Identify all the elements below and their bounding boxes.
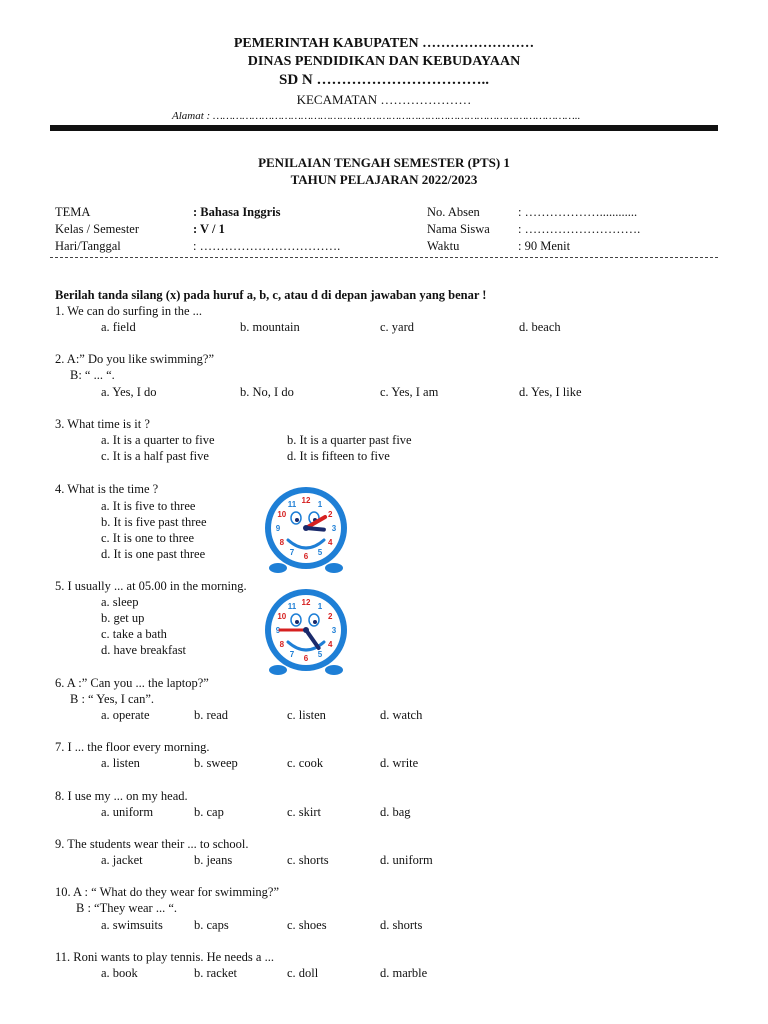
question-5: 5. I usually ... at 05.00 in the morning. [55, 579, 247, 593]
q11-option-b[interactable]: b. racket [194, 966, 238, 980]
question-10-reply: B : “They wear ... “. [76, 901, 178, 915]
q6-option-d[interactable]: d. watch [380, 708, 423, 722]
clock-number: 6 [303, 552, 309, 561]
clock-foot-icon [325, 665, 343, 675]
info-kelas-value: : V / 1 [193, 222, 225, 236]
q10-option-c[interactable]: c. shoes [287, 918, 327, 932]
q3-option-b[interactable]: b. It is a quarter past five [287, 433, 412, 447]
clock-number: 2 [327, 510, 333, 519]
q3-option-d[interactable]: d. It is fifteen to five [287, 449, 390, 463]
clock-number: 9 [275, 524, 281, 533]
info-kelas-label: Kelas / Semester [55, 222, 140, 236]
clock-number: 10 [277, 510, 287, 519]
q7-option-a[interactable]: a. listen [101, 756, 140, 770]
q10-option-b[interactable]: b. caps [194, 918, 229, 932]
question-6-reply: B : “ Yes, I can”. [70, 692, 155, 706]
q2-option-c[interactable]: c. Yes, I am [380, 385, 439, 399]
clock-pupil-icon [295, 518, 299, 522]
clock-pupil-icon [295, 620, 299, 624]
clock-number: 1 [317, 499, 323, 509]
clock-illustration-1 [258, 484, 354, 574]
q4-option-c[interactable]: c. It is one to three [101, 531, 195, 545]
question-8: 8. I use my ... on my head. [55, 789, 188, 803]
clock-number: 8 [279, 538, 285, 547]
info-waktu-label: Waktu [427, 239, 460, 253]
clock-number: 3 [331, 626, 337, 635]
info-waktu-value: : 90 Menit [518, 239, 571, 253]
info-tema-value: : Bahasa Inggris [193, 205, 281, 219]
clock-eye-icon [309, 614, 319, 626]
clock-number: 1 [317, 601, 323, 611]
q2-option-a[interactable]: a. Yes, I do [101, 385, 157, 399]
question-9: 9. The students wear their ... to school. [55, 837, 249, 851]
clock-number: 4 [327, 538, 333, 547]
clock-foot-icon [325, 563, 343, 573]
question-2-reply: B: “ ... “. [70, 368, 115, 382]
q7-option-d[interactable]: d. write [380, 756, 419, 770]
q6-option-b[interactable]: b. read [194, 708, 229, 722]
q1-option-b[interactable]: b. mountain [240, 320, 300, 334]
q5-option-b[interactable]: b. get up [101, 611, 145, 625]
clock-number: 11 [287, 499, 297, 509]
q4-option-a[interactable]: a. It is five to three [101, 499, 196, 513]
clock-pupil-icon [313, 620, 317, 624]
info-divider [50, 257, 718, 258]
clock-number: 11 [287, 601, 297, 611]
header-government: PEMERINTAH KABUPATEN …………………… [233, 36, 535, 51]
clock-center [303, 627, 309, 633]
q4-option-d[interactable]: d. It is one past three [101, 547, 206, 561]
clock-eye-icon [291, 512, 301, 524]
header-department: DINAS PENDIDIKAN DAN KEBUDAYAAN [247, 54, 521, 69]
q8-option-a[interactable]: a. uniform [101, 805, 154, 819]
question-6: 6. A :” Can you ... the laptop?” [55, 676, 209, 690]
q3-option-a[interactable]: a. It is a quarter to five [101, 433, 215, 447]
q8-option-d[interactable]: d. bag [380, 805, 411, 819]
clock-number: 5 [317, 650, 323, 660]
header-school: SD N …………………………….. [278, 72, 489, 88]
q1-option-c[interactable]: c. yard [380, 320, 415, 334]
info-hari-label: Hari/Tanggal [55, 239, 121, 253]
header-address: Alamat : ………………………………………………………………………………………………….. [172, 110, 581, 122]
question-1: 1. We can do surfing in the ... [55, 304, 202, 318]
question-7: 7. I ... the floor every morning. [55, 740, 210, 754]
clock-number: 10 [277, 612, 287, 621]
q2-option-d[interactable]: d. Yes, I like [519, 385, 582, 399]
question-3: 3. What time is it ? [55, 417, 150, 431]
q10-option-d[interactable]: d. shorts [380, 918, 423, 932]
q11-option-d[interactable]: d. marble [380, 966, 428, 980]
question-10: 10. A : “ What do they wear for swimming?” [55, 885, 280, 899]
header-district: KECAMATAN ………………… [296, 92, 472, 107]
q3-option-c[interactable]: c. It is a half past five [101, 449, 209, 463]
q7-option-b[interactable]: b. sweep [194, 756, 238, 770]
q2-option-b[interactable]: b. No, I do [240, 385, 294, 399]
q9-option-b[interactable]: b. jeans [194, 853, 233, 867]
info-absen-label: No. Absen [427, 205, 480, 219]
clock-number: 12 [301, 496, 311, 505]
q6-option-c[interactable]: c. listen [287, 708, 326, 722]
clock-illustration-2 [258, 586, 354, 676]
info-tema-label: TEMA [55, 205, 91, 219]
q8-option-b[interactable]: b. cap [194, 805, 224, 819]
question-11: 11. Roni wants to play tennis. He needs a ... [55, 950, 274, 964]
info-nama-value: : ………………………. [518, 222, 641, 236]
clock-number: 12 [301, 598, 311, 607]
clock-number: 8 [279, 640, 285, 649]
q1-option-a[interactable]: a. field [101, 320, 136, 334]
clock-number: 5 [317, 548, 323, 558]
info-absen-value: : ………………............ [518, 205, 638, 219]
instruction: Berilah tanda silang (x) pada huruf a, b, c, atau d di depan jawaban yang benar ! [55, 288, 487, 302]
clock-foot-icon [269, 563, 287, 573]
q9-option-a[interactable]: a. jacket [101, 853, 143, 867]
clock-number: 6 [303, 654, 309, 663]
q11-option-a[interactable]: a. book [101, 966, 138, 980]
clock-center [303, 525, 309, 531]
info-nama-label: Nama Siswa [427, 222, 490, 236]
q9-option-d[interactable]: d. uniform [380, 853, 433, 867]
info-hari-value: : ……………………………. [193, 239, 341, 253]
clock-number: 9 [275, 626, 281, 635]
q5-option-c[interactable]: c. take a bath [101, 627, 167, 641]
exam-title: PENILAIAN TENGAH SEMESTER (PTS) 1 [258, 155, 510, 170]
clock-number: 7 [289, 548, 295, 558]
clock-number: 7 [289, 650, 295, 660]
question-2: 2. A:” Do you like swimming?” [55, 352, 215, 366]
clock-number: 4 [327, 640, 333, 649]
q4-option-b[interactable]: b. It is five past three [101, 515, 207, 529]
q9-option-c[interactable]: c. shorts [287, 853, 329, 867]
q5-option-a[interactable]: a. sleep [101, 595, 139, 609]
q8-option-c[interactable]: c. skirt [287, 805, 322, 819]
clock-foot-icon [269, 665, 287, 675]
header-divider [50, 125, 718, 131]
clock-number: 2 [327, 612, 333, 621]
question-4: 4. What is the time ? [55, 482, 159, 496]
q6-option-a[interactable]: a. operate [101, 708, 150, 722]
exam-year: TAHUN PELAJARAN 2022/2023 [290, 172, 478, 187]
q10-option-a[interactable]: a. swimsuits [101, 918, 163, 932]
q1-option-d[interactable]: d. beach [519, 320, 561, 334]
clock-eye-icon [291, 614, 301, 626]
q7-option-c[interactable]: c. cook [287, 756, 324, 770]
clock-number: 3 [331, 524, 337, 533]
q11-option-c[interactable]: c. doll [287, 966, 319, 980]
q5-option-d[interactable]: d. have breakfast [101, 643, 187, 657]
